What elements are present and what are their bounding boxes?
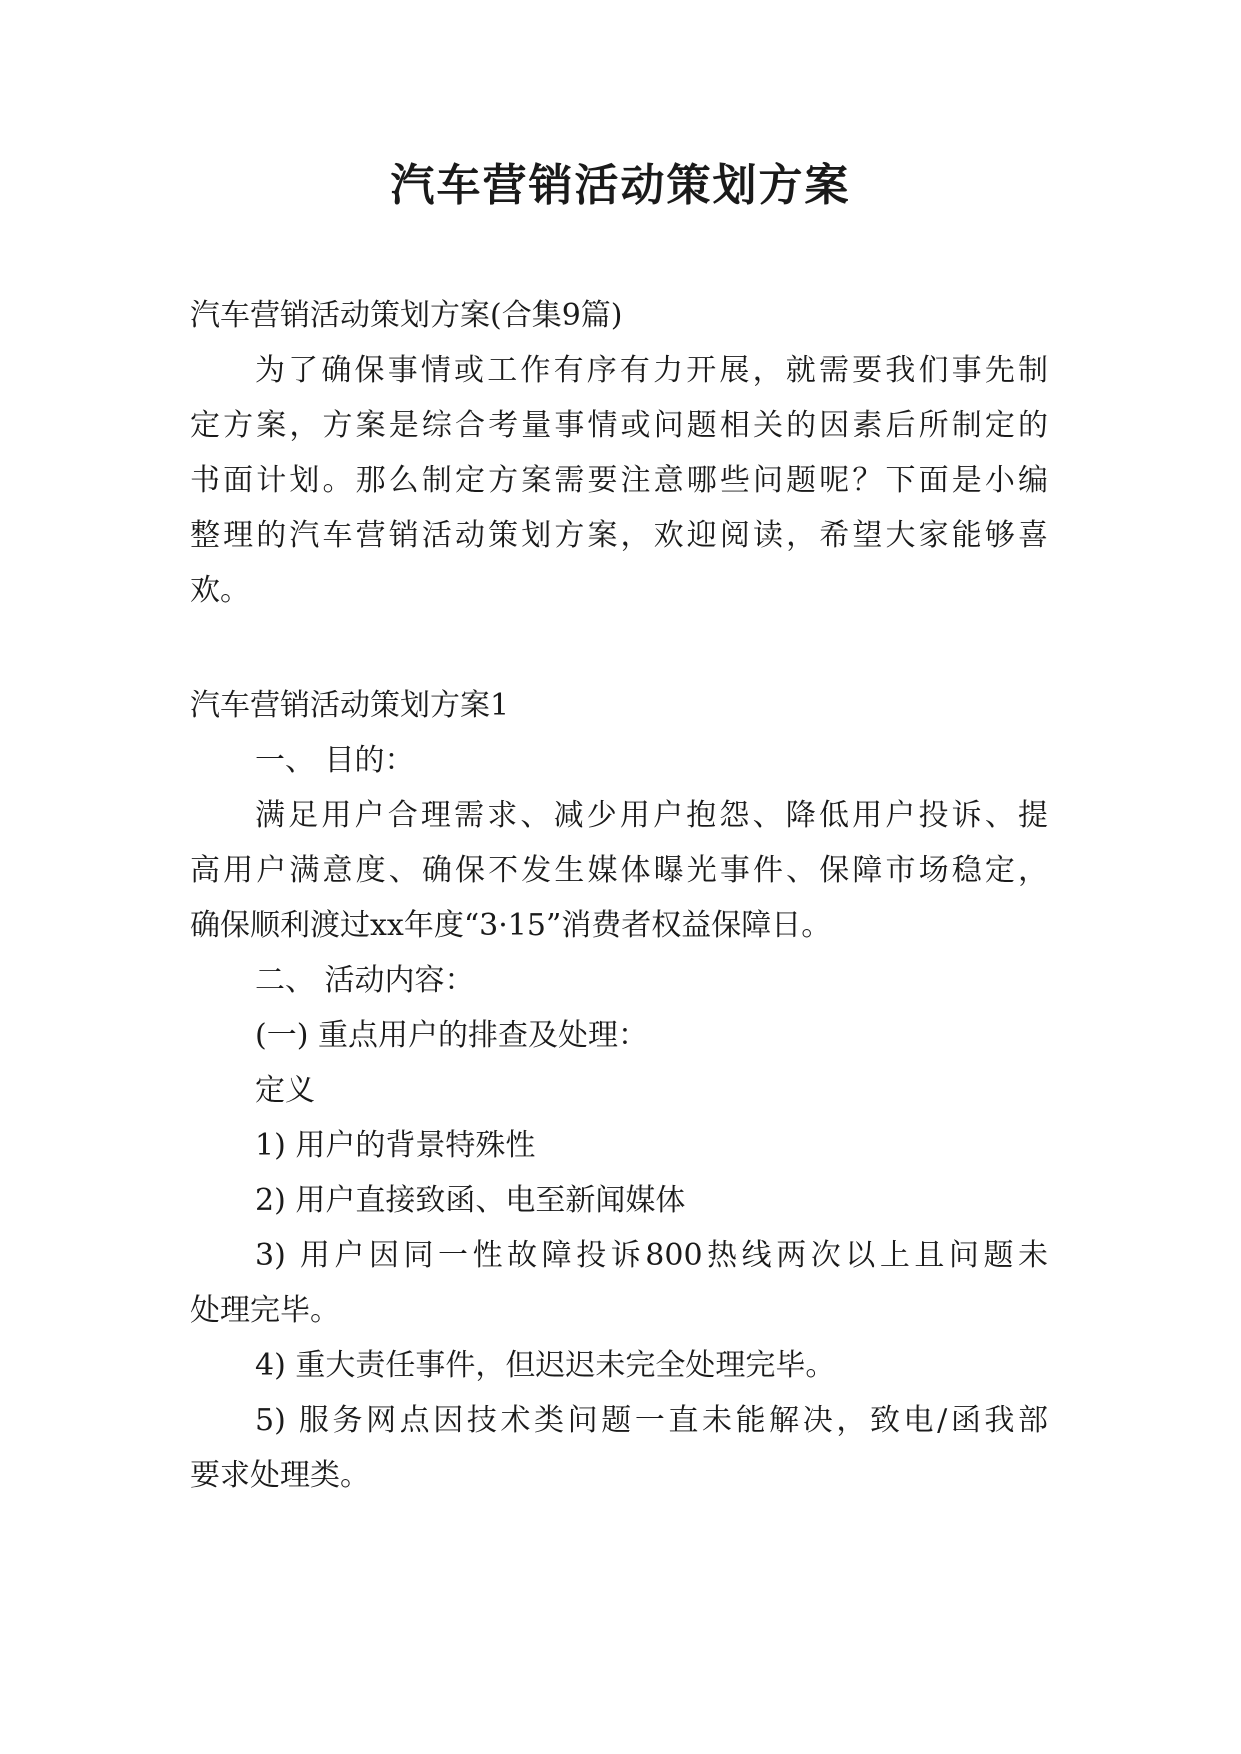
intro-line: 书面计划。那么制定方案需要注意哪些问题呢？下面是小编 [190, 463, 1048, 498]
list-item: 2) 用户直接致函、电至新闻媒体 [255, 1183, 686, 1218]
intro-line: 欢。 [190, 573, 250, 608]
intro-line: 定方案，方案是综合考量事情或问题相关的因素后所制定的 [190, 408, 1048, 443]
purpose-line: 满足用户合理需求、减少用户抱怨、降低用户投诉、提 [255, 798, 1048, 833]
list-item-continuation: 处理完毕。 [190, 1293, 340, 1328]
purpose-line: 确保顺利渡过xx年度“3·15”消费者权益保障日。 [190, 908, 832, 943]
list-item: 3) 用户因同一性故障投诉800热线两次以上且问题未 [255, 1238, 1048, 1273]
list-item-continuation: 要求处理类。 [190, 1458, 370, 1493]
intro-line: 整理的汽车营销活动策划方案，欢迎阅读，希望大家能够喜 [190, 518, 1048, 553]
purpose-line: 高用户满意度、确保不发生媒体曝光事件、保障市场稳定， [190, 853, 1048, 888]
document-subtitle: 汽车营销活动策划方案(合集9篇) [190, 298, 623, 333]
content-heading: 二、 活动内容： [255, 963, 475, 998]
list-item: 5) 服务网点因技术类问题一直未能解决，致电/函我部 [255, 1403, 1048, 1438]
intro-line: 为了确保事情或工作有序有力开展，就需要我们事先制 [255, 353, 1048, 388]
definition-label: 定义 [255, 1073, 315, 1108]
subheading: (一) 重点用户的排查及处理： [255, 1018, 648, 1053]
list-item: 4) 重大责任事件，但迟迟未完全处理完毕。 [255, 1348, 836, 1383]
section-heading: 汽车营销活动策划方案1 [190, 688, 510, 723]
document-title: 汽车营销活动策划方案 [390, 160, 851, 211]
list-item: 1) 用户的背景特殊性 [255, 1128, 536, 1163]
purpose-heading: 一、 目的： [255, 743, 415, 778]
